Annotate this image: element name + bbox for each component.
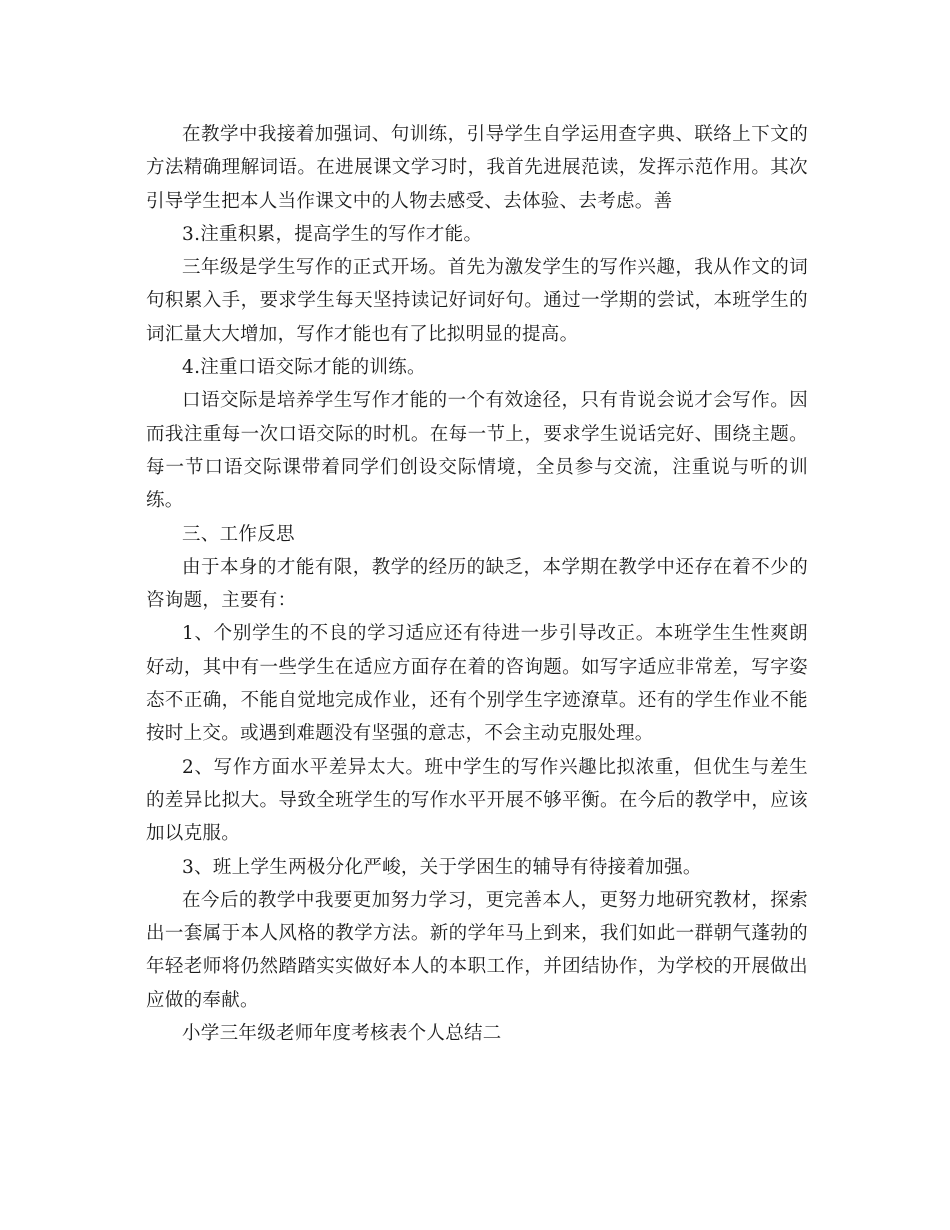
paragraph-oral-communication: 口语交际是培养学生写作才能的一个有效途径，只有肯说会说才会写作。因而我注重每一次口语交际的时机。在每一节上，要求学生说话完好、围绕主题。每一节口语交际课带着同学们创设交际情境，全员参与交流，注重说与听的训练。 (146, 390, 808, 512)
section-heading-reflection: 三、工作反思 (182, 523, 295, 545)
paragraph-future-plan: 在今后的教学中我要更加努力学习，更完善本人，更努力地研究教材，探索出一套属于本人风格的教学方法。新的学年马上到来，我们如此一群朝气蓬勃的年轻老师将仍然踏踏实实做好本人的本职工作，并团结协作，为学校的开展做出应做的奉献。 (146, 889, 808, 1011)
document-body (146, 118, 808, 1050)
paragraph-word-training: 在教学中我接着加强词、句训练，引导学生自学运用查字典、联络上下文的方法精确理解词语。在进展课文学习时，我首先进展范读，发挥示范作用。其次引导学生把本人当作课文中的人物去感受、去体验、去考虑。善 (146, 124, 808, 212)
paragraph-reflection-intro: 由于本身的才能有限，教学的经历的缺乏，本学期在教学中还存在着不少的咨询题，主要有： (146, 556, 808, 612)
heading-oral-communication: 4.注重口语交际才能的训练。 (182, 357, 426, 379)
paragraph-issue-2: 2、写作方面水平差异太大。班中学生的写作兴趣比拟浓重，但优生与差生的差异比拟大。导致全班学生的写作水平开展不够平衡。在今后的教学中，应该加以克服。 (146, 756, 808, 845)
paragraph-issue-1: 1、个别学生的不良的学习适应还有待进一步引导改正。本班学生生性爽朗好动，其中有一些学生在适应方面存在着的咨询题。如写字适应非常差，写字姿态不正确，不能自觉地完成作业，还有个别学生字迹潦草。还有的学生作业不能按时上交。或遇到难题没有坚强的意志，不会主动克服处理。 (146, 623, 808, 745)
section-title-summary-two: 小学三年级老师年度考核表个人总结二 (182, 1023, 502, 1045)
heading-accumulation: 3.注重积累，提高学生的写作才能。 (182, 223, 483, 245)
paragraph-writing-start: 三年级是学生写作的正式开场。首先为激发学生的写作兴趣，我从作文的词句积累入手，要求学生每天坚持读记好词好句。通过一学期的尝试，本班学生的词汇量大大增加，写作才能也有了比拟明显的提高。 (146, 257, 808, 345)
paragraph-issue-3: 3、班上学生两极分化严峻，关于学困生的辅导有待接着加强。 (182, 856, 702, 878)
